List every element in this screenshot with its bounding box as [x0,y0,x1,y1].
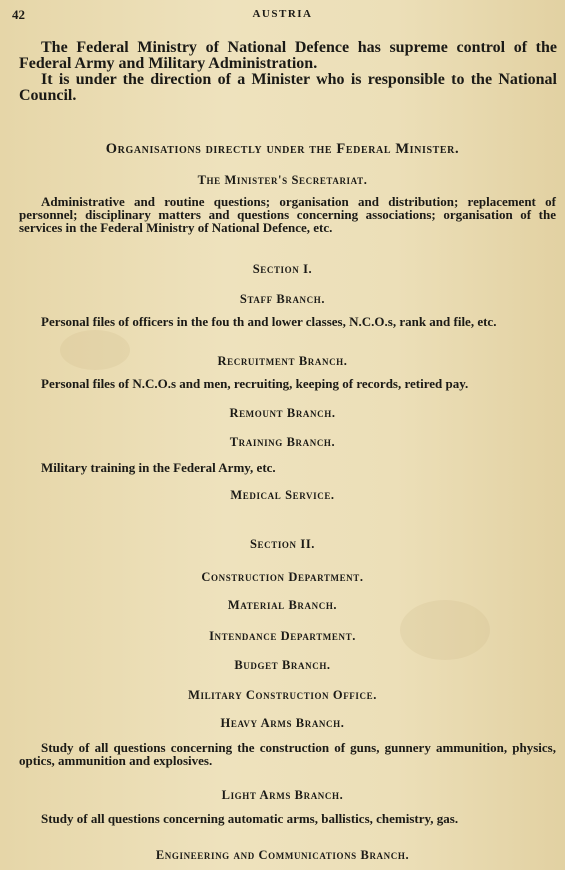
staff-branch-text [19,315,556,328]
running-head: AUSTRIA [252,8,313,20]
recruitment-branch-heading: Recruitment Branch. [217,354,348,368]
intro-paragraph-2: It is under the direction of a Minister who is responsible to the National Council. [19,71,557,104]
engineering-communications-branch-heading: Engineering and Communications Branch. [155,848,410,862]
intro-paragraph-1: The Federal Ministry of National Defence has supreme control of the Federal Army and Military Administration. [19,39,557,72]
material-branch-heading: Material Branch. [227,598,338,612]
light-arms-branch-paragraph: Study of all questions concerning automatic arms, ballistics, chemistry, gas. [41,811,459,826]
heavy-arms-branch-text [19,741,556,767]
staff-branch-paragraph: Personal files of officers in the fou th and lower classes, N.C.O.s, rank and file, etc. [41,314,497,329]
secretariat-heading: The Minister's Secretariat. [197,173,368,187]
light-arms-branch-heading: Light Arms Branch. [221,788,344,802]
intendance-department-heading: Intendance Department. [209,629,356,643]
light-arms-branch-text [19,812,556,825]
heavy-arms-branch-heading: Heavy Arms Branch. [220,716,345,730]
recruitment-branch-paragraph: Personal files of N.C.O.s and men, recruiting, keeping of records, retired pay. [41,376,469,391]
secretariat-text [19,195,556,234]
heavy-arms-branch-paragraph: Study of all questions concerning the construction of guns, gunnery ammunition, physics, optics, ammunition and explosives. [19,740,556,768]
medical-service-heading: Medical Service. [230,488,335,502]
section-2-heading: Section II. [249,537,316,551]
budget-branch-heading: Budget Branch. [234,658,331,672]
main-heading: Organisations directly under the Federal Minister. [105,141,460,157]
secretariat-paragraph: Administrative and routine questions; organisation and distribution; replacement of personnel; disciplinary matters and questions concerning associations; organisation of the services in the Federal Ministry of National Defence, etc. [19,194,556,235]
training-branch-heading: Training Branch. [229,435,336,449]
page-number: 42 [12,7,25,22]
section-1-heading: Section I. [252,262,313,276]
construction-department-heading: Construction Department. [201,570,364,584]
military-construction-office-heading: Military Construction Office. [188,688,377,702]
remount-branch-heading: Remount Branch. [229,406,336,420]
staff-branch-heading: Staff Branch. [239,292,326,306]
recruitment-branch-text [19,377,556,390]
training-branch-text [19,461,556,474]
intro-text [19,40,557,104]
training-branch-paragraph: Military training in the Federal Army, etc. [41,460,276,475]
